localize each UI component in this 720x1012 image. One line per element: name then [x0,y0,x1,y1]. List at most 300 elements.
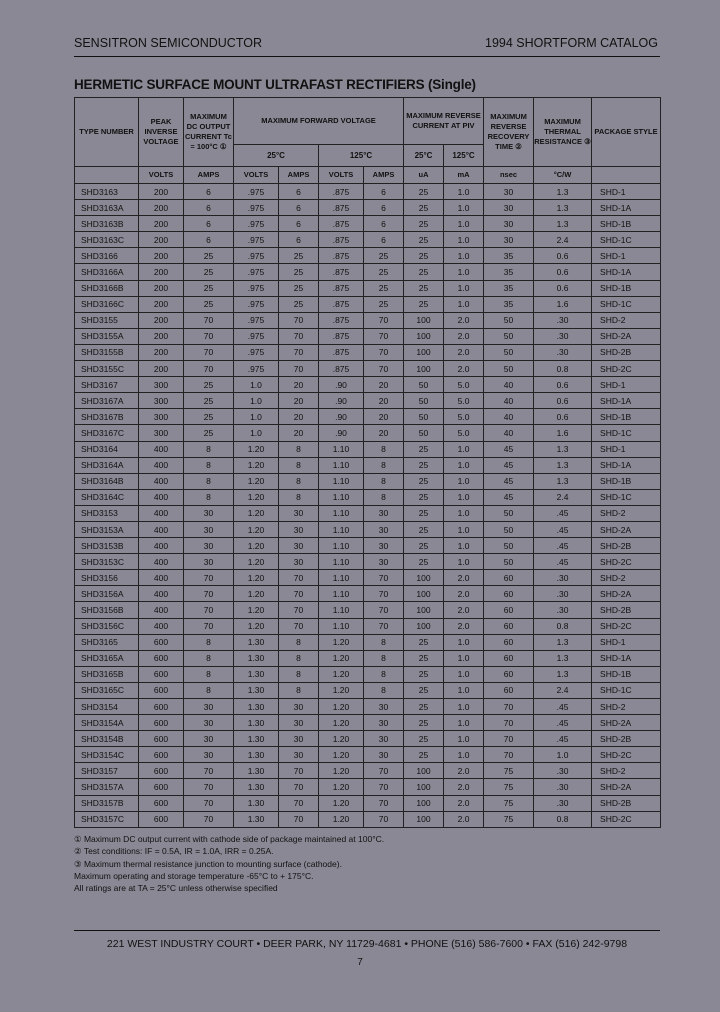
table-cell: 1.0 [444,184,484,200]
table-cell: 8 [364,457,404,473]
table-cell: 25 [364,264,404,280]
table-cell: 35 [484,280,534,296]
table-cell: 25 [404,248,444,264]
type-number-cell: SHD3154A [75,715,139,731]
table-cell: 25 [404,232,444,248]
table-cell: 600 [139,795,184,811]
unit-cell: VOLTS [234,167,279,184]
table-cell: 100 [404,602,444,618]
package-cell: SHD-1B [592,666,661,682]
table-cell: 1.30 [234,811,279,827]
header-rule [74,56,660,57]
table-cell: 1.30 [234,699,279,715]
table-cell: 1.30 [234,747,279,763]
package-cell: SHD-1A [592,264,661,280]
package-cell: SHD-2B [592,538,661,554]
type-number-cell: SHD3157 [75,763,139,779]
table-row [75,393,661,409]
table-cell: 400 [139,489,184,505]
table-cell: 20 [364,425,404,441]
table-cell: 1.30 [234,731,279,747]
table-cell: 25 [404,650,444,666]
table-cell: 1.20 [319,747,364,763]
type-number-cell: SHD3164C [75,489,139,505]
table-cell: 1.0 [444,216,484,232]
table-cell: 400 [139,538,184,554]
table-cell: 25 [184,409,234,425]
table-cell: 50 [484,344,534,360]
note: ② Test conditions: IF = 0.5A, IR = 1.0A, IRR = 0.25A. [74,846,274,857]
table-cell: 25 [404,296,444,312]
table-cell: 50 [404,409,444,425]
table-cell: .45 [534,538,592,554]
table-cell: 1.20 [319,634,364,650]
table-cell: 1.20 [319,666,364,682]
col-type-number: TYPE NUMBER [75,98,139,167]
table-cell: 400 [139,586,184,602]
type-number-cell: SHD3153A [75,521,139,537]
table-cell: 200 [139,296,184,312]
table-cell: 35 [484,296,534,312]
table-row [75,248,661,264]
table-cell: 75 [484,763,534,779]
table-cell: 600 [139,747,184,763]
table-cell: 30 [484,232,534,248]
table-row [75,505,661,521]
table-cell: 35 [484,248,534,264]
type-number-cell: SHD3164A [75,457,139,473]
table-cell: 70 [279,361,319,377]
package-cell: SHD-2B [592,602,661,618]
package-cell: SHD-1A [592,457,661,473]
package-cell: SHD-2C [592,554,661,570]
table-row [75,779,661,795]
table-cell: 2.0 [444,602,484,618]
table-cell: 1.0 [234,393,279,409]
table-row [75,731,661,747]
table-cell: 600 [139,682,184,698]
table-cell: 75 [484,811,534,827]
table-cell: 1.0 [234,425,279,441]
package-cell: SHD-2B [592,795,661,811]
table-cell: 70 [184,811,234,827]
table-cell: 70 [484,699,534,715]
type-number-cell: SHD3155 [75,312,139,328]
table-cell: 25 [279,264,319,280]
type-number-cell: SHD3163A [75,200,139,216]
table-cell: 6 [184,232,234,248]
table-row [75,618,661,634]
type-number-cell: SHD3167B [75,409,139,425]
type-number-cell: SHD3157B [75,795,139,811]
type-number-cell: SHD3155B [75,344,139,360]
page-number: 7 [357,957,363,968]
table-cell: 6 [364,232,404,248]
table-cell: 1.20 [234,554,279,570]
table-row [75,763,661,779]
table-row [75,538,661,554]
table-cell: 400 [139,618,184,634]
table-cell: 30 [279,554,319,570]
table-cell: 25 [184,280,234,296]
table-cell: 30 [184,505,234,521]
table-cell: 1.3 [534,457,592,473]
type-number-cell: SHD3154B [75,731,139,747]
table-cell: 1.20 [319,715,364,731]
note: Maximum operating and storage temperature -65°C to + 175°C. [74,870,314,881]
table-cell: .30 [534,344,592,360]
table-cell: 1.20 [234,570,279,586]
package-cell: SHD-2 [592,763,661,779]
table-cell: 20 [364,393,404,409]
table-cell: 1.20 [319,731,364,747]
table-cell: 1.20 [319,682,364,698]
table-cell: .30 [534,763,592,779]
table-cell: 50 [484,538,534,554]
package-cell: SHD-1A [592,650,661,666]
table-cell: 45 [484,457,534,473]
col-fwd-125c: 125°C [319,145,404,167]
table-cell: 1.20 [234,602,279,618]
table-cell: 70 [364,618,404,634]
table-cell: 1.30 [234,666,279,682]
table-cell: 600 [139,731,184,747]
type-number-cell: SHD3164B [75,473,139,489]
table-cell: 25 [404,699,444,715]
table-cell: .90 [319,377,364,393]
table-cell: 1.0 [444,731,484,747]
table-cell: 70 [184,361,234,377]
col-rev-25c: 25°C [404,145,444,167]
table-cell: 25 [404,489,444,505]
unit-cell: mA [444,167,484,184]
table-cell: 1.20 [234,473,279,489]
table-cell: 1.20 [319,650,364,666]
table-cell: 30 [279,715,319,731]
table-cell: 5.0 [444,393,484,409]
table-row [75,586,661,602]
table-cell: 1.10 [319,441,364,457]
table-cell: .875 [319,216,364,232]
table-cell: 0.8 [534,618,592,634]
table-cell: 60 [484,586,534,602]
table-row [75,296,661,312]
table-cell: 400 [139,505,184,521]
table-cell: 6 [364,216,404,232]
table-cell: 100 [404,344,444,360]
table-cell: 70 [279,763,319,779]
table-cell: 30 [184,715,234,731]
package-cell: SHD-2 [592,570,661,586]
table-cell: .975 [234,216,279,232]
table-cell: 1.0 [234,409,279,425]
table-cell: 1.0 [444,699,484,715]
table-cell: 8 [184,489,234,505]
table-cell: 1.10 [319,489,364,505]
table-cell: 25 [184,264,234,280]
unit-blank [592,167,661,184]
table-cell: 30 [279,505,319,521]
table-cell: 70 [184,602,234,618]
package-cell: SHD-2C [592,811,661,827]
table-cell: 70 [484,747,534,763]
table-cell: .975 [234,361,279,377]
table-cell: 1.10 [319,602,364,618]
table-cell: 8 [184,634,234,650]
table-cell: 300 [139,425,184,441]
table-cell: .30 [534,602,592,618]
table-cell: 30 [279,521,319,537]
table-cell: 25 [404,634,444,650]
table-cell: 2.0 [444,618,484,634]
table-cell: 70 [364,328,404,344]
table-cell: 2.0 [444,361,484,377]
type-number-cell: SHD3166C [75,296,139,312]
table-cell: 6 [364,200,404,216]
table-cell: .975 [234,184,279,200]
col-reverse-current: MAXIMUM REVERSE CURRENT AT PIV [404,98,484,145]
table-row [75,312,661,328]
table-cell: 8 [279,473,319,489]
table-cell: 70 [184,795,234,811]
table-cell: 1.6 [534,296,592,312]
table-cell: 1.20 [234,538,279,554]
table-cell: 1.10 [319,554,364,570]
table-cell: 1.0 [444,634,484,650]
table-row [75,457,661,473]
col-package-style: PACKAGE STYLE [592,98,661,167]
table-cell: 70 [279,811,319,827]
table-cell: 75 [484,779,534,795]
table-cell: 20 [364,377,404,393]
package-cell: SHD-1C [592,296,661,312]
table-cell: 1.3 [534,666,592,682]
table-cell: 1.0 [444,747,484,763]
package-cell: SHD-1A [592,393,661,409]
table-cell: 1.0 [444,441,484,457]
unit-cell: uA [404,167,444,184]
table-cell: 25 [404,731,444,747]
table-cell: 1.0 [444,489,484,505]
type-number-cell: SHD3165 [75,634,139,650]
type-number-cell: SHD3166B [75,280,139,296]
table-cell: 8 [279,489,319,505]
table-cell: .875 [319,328,364,344]
table-row [75,715,661,731]
type-number-cell: SHD3153 [75,505,139,521]
table-cell: .30 [534,312,592,328]
table-cell: 0.6 [534,248,592,264]
table-cell: 1.20 [234,618,279,634]
table-cell: .90 [319,393,364,409]
table-cell: .975 [234,296,279,312]
table-cell: 1.10 [319,505,364,521]
table-row [75,699,661,715]
table-cell: 25 [404,473,444,489]
table-cell: 60 [484,650,534,666]
table-cell: 50 [404,393,444,409]
table-cell: 30 [279,731,319,747]
table-cell: 25 [404,666,444,682]
table-cell: 2.0 [444,312,484,328]
package-cell: SHD-2 [592,505,661,521]
table-cell: 8 [184,682,234,698]
table-row [75,602,661,618]
table-cell: 50 [484,328,534,344]
table-cell: 25 [404,682,444,698]
table-row [75,232,661,248]
table-row [75,489,661,505]
table-cell: 0.6 [534,280,592,296]
table-cell: 600 [139,666,184,682]
table-cell: 1.6 [534,425,592,441]
type-number-cell: SHD3155C [75,361,139,377]
page-header [74,36,658,56]
table-cell: 100 [404,312,444,328]
table-cell: 70 [184,328,234,344]
type-number-cell: SHD3157C [75,811,139,827]
table-cell: 1.3 [534,650,592,666]
company-name: SENSITRON SEMICONDUCTOR [74,36,262,50]
note: ① Maximum DC output current with cathode side of package maintained at 100°C. [74,834,385,844]
table-cell: 600 [139,715,184,731]
type-number-cell: SHD3165B [75,666,139,682]
table-row [75,795,661,811]
table-cell: 1.10 [319,570,364,586]
type-number-cell: SHD3167 [75,377,139,393]
table-cell: 100 [404,570,444,586]
table-cell: 70 [364,811,404,827]
table-cell: 25 [404,264,444,280]
unit-cell: VOLTS [319,167,364,184]
col-forward-voltage: MAXIMUM FORWARD VOLTAGE [234,98,404,145]
table-cell: .875 [319,184,364,200]
table-row [75,811,661,827]
table-cell: 30 [364,731,404,747]
table-cell: 45 [484,489,534,505]
table-cell: 30 [364,554,404,570]
package-cell: SHD-2A [592,715,661,731]
table-cell: 45 [484,473,534,489]
type-number-cell: SHD3167C [75,425,139,441]
package-cell: SHD-1 [592,248,661,264]
table-cell: 30 [364,521,404,537]
package-cell: SHD-2B [592,731,661,747]
table-cell: 6 [279,200,319,216]
package-cell: SHD-1B [592,216,661,232]
table-cell: .45 [534,715,592,731]
table-cell: 30 [364,505,404,521]
table-cell: 600 [139,811,184,827]
table-cell: 70 [364,763,404,779]
table-cell: 30 [364,747,404,763]
units-row [75,167,661,184]
table-cell: 1.0 [444,554,484,570]
table-cell: 8 [364,682,404,698]
unit-cell: °C/W [534,167,592,184]
table-cell: 200 [139,200,184,216]
table-cell: 0.6 [534,377,592,393]
table-cell: 5.0 [444,425,484,441]
type-number-cell: SHD3157A [75,779,139,795]
table-cell: 70 [279,586,319,602]
table-cell: 100 [404,763,444,779]
table-cell: 1.20 [234,505,279,521]
table-cell: 30 [364,538,404,554]
table-cell: 200 [139,216,184,232]
table-cell: 1.3 [534,441,592,457]
table-row [75,280,661,296]
table-cell: .975 [234,264,279,280]
table-cell: 40 [484,393,534,409]
table-cell: 1.30 [234,715,279,731]
table-cell: 1.0 [444,248,484,264]
table-cell: 70 [279,795,319,811]
table-cell: 2.0 [444,795,484,811]
table-cell: 8 [279,682,319,698]
table-cell: 1.20 [319,699,364,715]
table-cell: 1.20 [319,795,364,811]
table-cell: 100 [404,586,444,602]
table-cell: 1.20 [234,489,279,505]
table-cell: .875 [319,248,364,264]
table-cell: 6 [279,216,319,232]
table-cell: 70 [364,779,404,795]
col-dc-output: MAXIMUM DC OUTPUT CURRENT Tc = 100°C ① [184,98,234,167]
table-cell: .875 [319,361,364,377]
table-cell: 2.0 [444,811,484,827]
type-number-cell: SHD3166 [75,248,139,264]
table-cell: 2.0 [444,570,484,586]
table-cell: 25 [404,184,444,200]
table-cell: 70 [364,795,404,811]
table-cell: .975 [234,280,279,296]
package-cell: SHD-2A [592,779,661,795]
table-cell: .45 [534,731,592,747]
table-cell: 200 [139,361,184,377]
table-row [75,682,661,698]
table-cell: 1.0 [444,505,484,521]
table-row [75,666,661,682]
table-cell: 1.10 [319,457,364,473]
table-cell: 25 [184,248,234,264]
table-cell: 200 [139,312,184,328]
table-cell: 8 [279,457,319,473]
table-cell: 8 [184,441,234,457]
table-row [75,473,661,489]
unit-blank [75,167,139,184]
table-cell: 25 [184,377,234,393]
table-cell: 70 [184,763,234,779]
table-cell: 1.0 [444,457,484,473]
table-cell: .875 [319,296,364,312]
table-cell: 25 [404,521,444,537]
table-cell: .45 [534,699,592,715]
package-cell: SHD-1B [592,473,661,489]
table-cell: 8 [364,666,404,682]
table-cell: 1.30 [234,763,279,779]
table-cell: .975 [234,200,279,216]
type-number-cell: SHD3165A [75,650,139,666]
table-cell: 1.0 [234,377,279,393]
table-cell: .975 [234,328,279,344]
type-number-cell: SHD3163C [75,232,139,248]
table-cell: 0.6 [534,409,592,425]
package-cell: SHD-1C [592,232,661,248]
table-cell: 2.0 [444,586,484,602]
table-cell: 1.0 [444,200,484,216]
table-cell: 70 [279,618,319,634]
